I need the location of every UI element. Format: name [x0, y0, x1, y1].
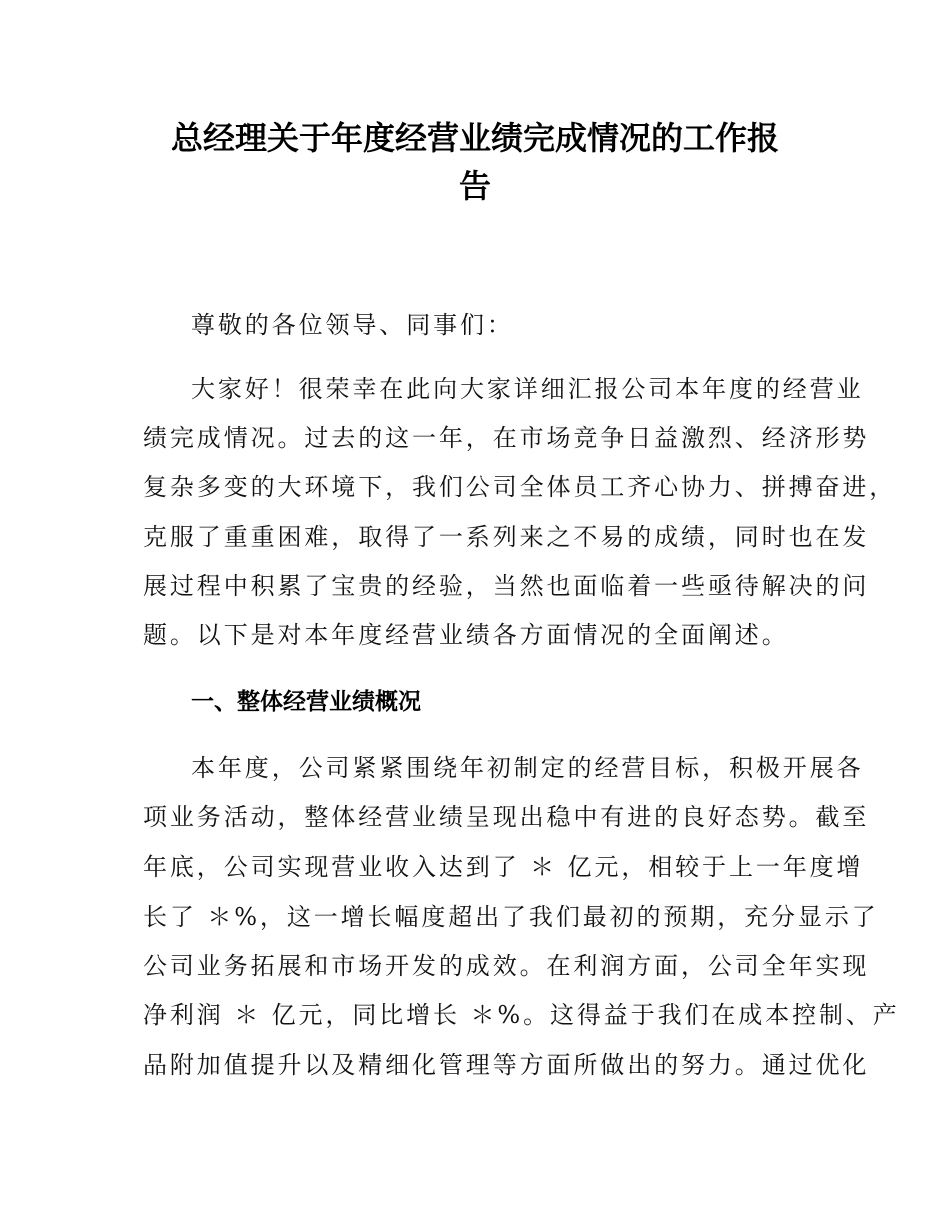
paragraph-line: 大家好！很荣幸在此向大家详细汇报公司本年度的经营业 [191, 375, 864, 403]
paragraph-line: 复杂多变的大环境下，我们公司全体员工齐心协力、拼搏奋进， [143, 473, 897, 501]
salutation: 尊敬的各位领导、同事们： [191, 311, 514, 339]
paragraph-line: 品附加值提升以及精细化管理等方面所做出的努力。通过优化 [143, 1051, 870, 1079]
paragraph-line: 本年度，公司紧紧围绕年初制定的经营目标，积极开展各 [191, 754, 864, 782]
title-line-1: 总经理关于年度经营业绩完成情况的工作报 [170, 119, 779, 157]
section-heading: 一、整体经营业绩概况 [191, 689, 421, 715]
paragraph-line: 年底，公司实现营业收入达到了 ＊ 亿元，相较于上一年度增 [143, 853, 864, 881]
paragraph-line: 公司业务拓展和市场开发的成效。在利润方面，公司全年实现 [143, 952, 870, 980]
document-title [140, 114, 810, 210]
title-line-2: 告 [458, 167, 491, 205]
paragraph-line: 绩完成情况。过去的这一年，在市场竞争日益激烈、经济形势 [143, 424, 870, 452]
paragraph-line: 克服了重重困难，取得了一系列来之不易的成绩，同时也在发 [143, 523, 870, 551]
paragraph-line: 题。以下是对本年度经营业绩各方面情况的全面阐述。 [143, 621, 789, 649]
paragraph-line: 长了 ＊%，这一增长幅度超出了我们最初的预期，充分显示了 [143, 903, 879, 931]
paragraph-line: 展过程中积累了宝贵的经验，当然也面临着一些亟待解决的问 [143, 572, 870, 600]
paragraph-line: 净利润 ＊ 亿元，同比增长 ＊%。这得益于我们在成本控制、产 [143, 1001, 900, 1029]
paragraph-line: 项业务活动，整体经营业绩呈现出稳中有进的良好态势。截至 [143, 803, 870, 831]
